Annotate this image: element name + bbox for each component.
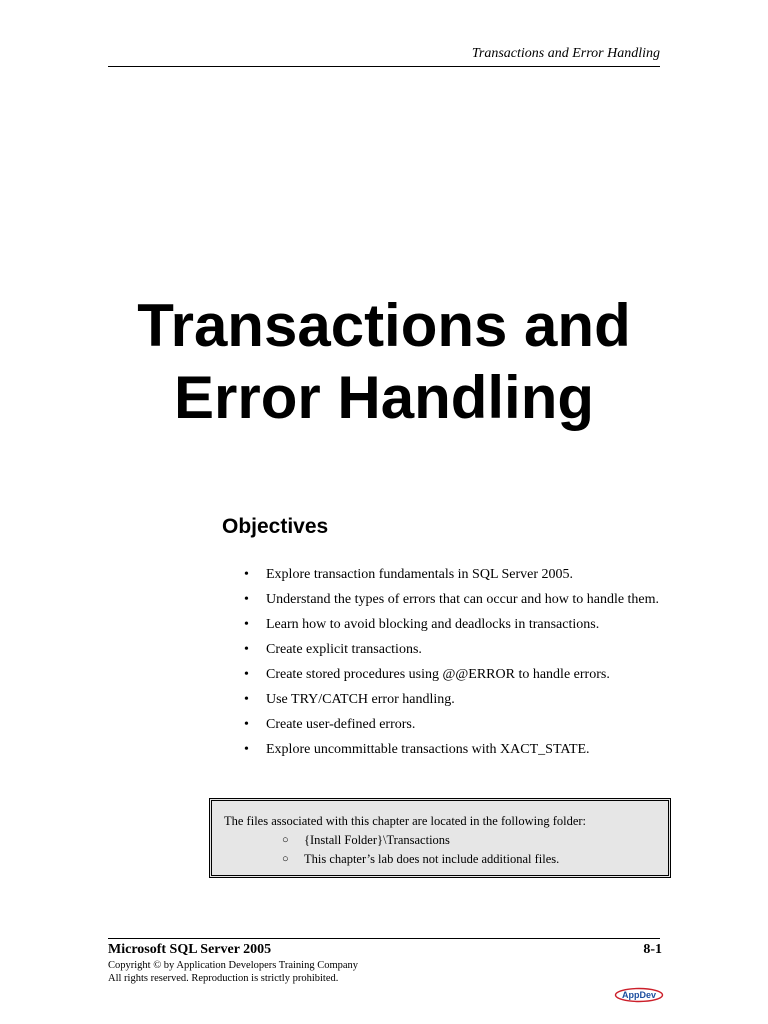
files-box-item-text: This chapter’s lab does not include additional files. [304,852,560,866]
objective-text: Explore transaction fundamentals in SQL Server 2005. [266,567,574,582]
bullet-icon: • [244,742,249,757]
objective-item [244,690,659,715]
footer-copyright [108,959,358,985]
chapter-files-box [209,798,671,878]
objective-item [244,715,659,740]
objective-text: Create stored procedures using @@ERROR to handle errors. [266,667,610,682]
files-box-item [224,850,656,869]
hollow-bullet-icon: ○ [282,834,289,846]
objective-item [244,565,659,590]
chapter-title-line-1: Transactions and [137,292,631,359]
files-box-intro: The files associated with this chapter are located in the following folder: [224,814,587,828]
objective-item [244,590,659,615]
chapter-title [0,290,768,434]
bullet-icon: • [244,567,249,582]
bullet-icon: • [244,642,249,657]
objective-text: Learn how to avoid blocking and deadlocks in transactions. [266,617,600,632]
bullet-icon: • [244,692,249,707]
header-rule [108,66,660,67]
files-box-item-text: {Install Folder}\Transactions [304,833,450,847]
hollow-bullet-icon: ○ [282,853,289,865]
objective-text: Explore uncommittable transactions with XACT_STATE. [266,742,590,757]
objective-item [244,640,659,665]
bullet-icon: • [244,717,249,732]
objective-item [244,665,659,690]
bullet-icon: • [244,617,249,632]
logo-text: AppDev [621,989,657,1000]
footer-product-name: Microsoft SQL Server 2005 [108,942,272,957]
chapter-title-line-2: Error Handling [173,364,595,431]
files-box-item [224,831,656,850]
running-header-title: Transactions and Error Handling [471,46,660,61]
objective-text: Use TRY/CATCH error handling. [266,692,455,707]
copyright-line-2: All rights reserved. Reproduction is strictly prohibited. [108,973,339,984]
objective-text: Understand the types of errors that can occur and how to handle them. [266,592,660,607]
objectives-list [244,565,659,765]
footer-page-number: 8-1 [643,942,662,957]
appdev-logo [614,985,664,1003]
copyright-line-1: Copyright © by Application Developers Training Company [108,960,359,971]
bullet-icon: • [244,592,249,607]
objectives-heading: Objectives [222,515,329,538]
bullet-icon: • [244,667,249,682]
objective-text: Create user-defined errors. [266,717,416,732]
objective-item [244,740,659,765]
footer-rule [108,938,660,939]
objective-text: Create explicit transactions. [266,642,422,657]
objective-item [244,615,659,640]
files-box-list [224,831,656,869]
